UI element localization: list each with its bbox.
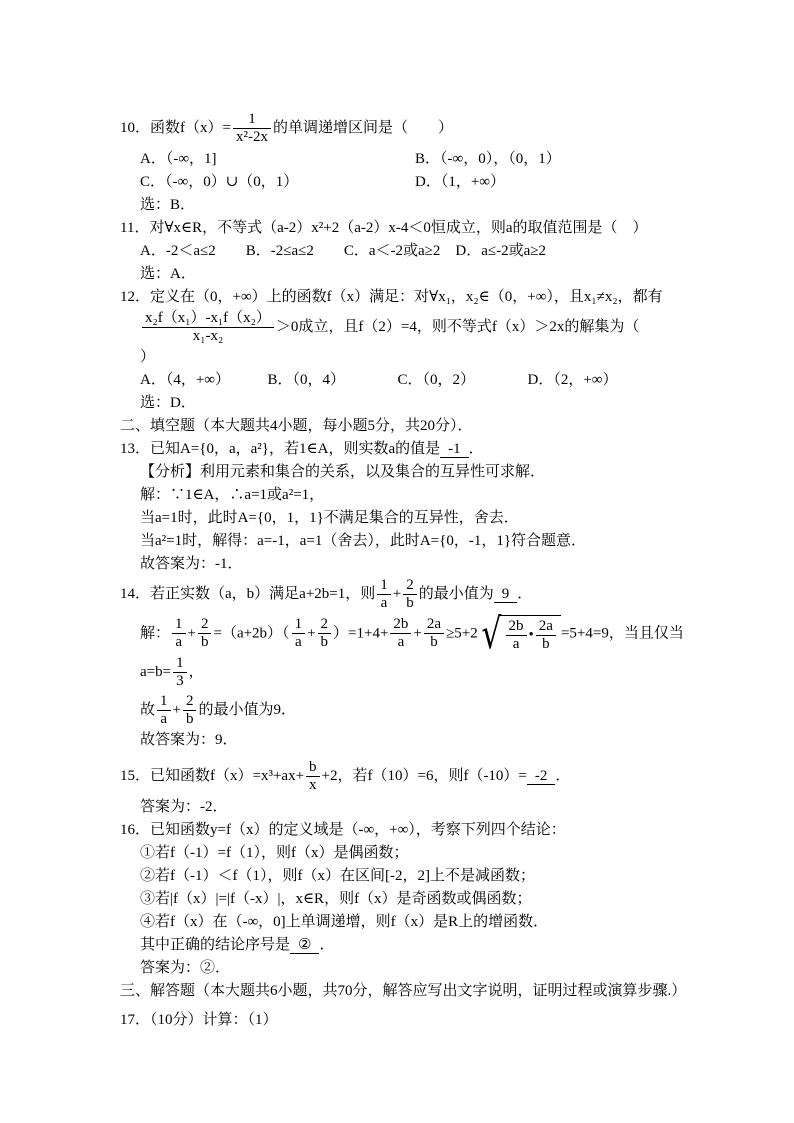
fraction-b-over-x (306, 759, 320, 795)
fraction-numerator: 2a (424, 616, 444, 634)
fraction-1-over-a (377, 577, 391, 613)
fraction-numerator: 2 (183, 693, 197, 711)
fraction-denominator: a (294, 634, 302, 651)
problem-13-solution-2: 当a=1时，此时A={0，1，1}不满足集合的互异性，舍去． (140, 510, 519, 526)
problem-14-solution-1 (120, 608, 684, 658)
plus-sign: + (413, 625, 422, 642)
p14-concl-pre: 故 (140, 701, 156, 718)
problem-14-conclusion (120, 692, 684, 730)
fraction-numerator: 2 (198, 616, 212, 634)
fraction-2-over-b (403, 577, 417, 613)
plus-sign: + (172, 701, 181, 718)
problem-14-stem (120, 576, 684, 614)
p16-answer-blank: ② (290, 937, 319, 954)
multiplication-dot: • (528, 626, 534, 643)
fraction-denominator: b (200, 634, 209, 651)
problem-16-conclusion (120, 934, 684, 957)
fraction-denominator: a (397, 634, 405, 651)
p14-eq1: =（a+2b）（ (213, 625, 290, 642)
section-2-header: 二、填空题（本大题共4小题，每小题5分，共20分）． (120, 418, 473, 434)
problem-12-close-paren: ） (140, 349, 156, 365)
problem-17-stem: 17．（10分）计算：（1） (120, 1011, 278, 1028)
option-c: C．（-∞，0）∪（0，1） (140, 173, 299, 190)
p14-geq: ≥5+2 (446, 625, 478, 642)
p14-eq2: ）=1+4+ (333, 625, 389, 642)
problem-10-answer: 选：B． (140, 196, 196, 213)
p14-cond-end: ， (188, 664, 204, 681)
fraction-denominator: b (542, 635, 550, 652)
problem-16-item-1: ①若f（-1）=f（1），则f（x）是偶函数； (140, 844, 409, 861)
p15-answer-blank: -2 (527, 768, 556, 785)
fraction-1-over-a (292, 616, 306, 652)
plus-sign: + (187, 625, 196, 642)
fraction-numerator: 2 (403, 577, 417, 595)
problem-15-solution: 答案为：-2． (140, 798, 228, 815)
fraction-numerator: 2a (536, 618, 556, 636)
fraction-numerator: b (306, 759, 320, 777)
p15-stem-pre: 15．已知函数f（x）=x³+ax+ (120, 768, 305, 785)
fraction-denominator: x₁-x₂ (192, 327, 224, 344)
problem-12-inequality (120, 309, 684, 347)
fraction-2-over-b (183, 693, 197, 729)
problem-10-options-row1 (120, 148, 684, 171)
option-a: A．（-∞，1] (140, 150, 217, 167)
fraction-denominator: b (320, 634, 329, 651)
section-3-header: 三、解答题（本大题共6小题，共70分，解答应写出文字说明，证明过程或演算步骤.） (120, 982, 687, 999)
p15-stem-end: ． (555, 768, 571, 785)
fraction-denominator: a (512, 635, 520, 652)
option-d: D．（1，+∞） (415, 173, 505, 190)
p14-stem-pre: 14．若正实数（a，b）满足a+2b=1，则 (120, 586, 376, 603)
fraction-denominator: b (185, 710, 194, 727)
plus-sign: + (392, 586, 402, 603)
fraction-2-over-b (198, 616, 212, 652)
problem-11-answer: 选：A． (140, 265, 196, 282)
fraction-denominator: 3 (176, 673, 184, 690)
problem-11-stem: 11．对∀x∈R，不等式（a-2）x²+2（a-2）x-4＜0恒成立，则a的取值范围是（ ） (120, 219, 648, 236)
fraction-2b-over-a (506, 618, 527, 654)
fraction-denominator: x (309, 777, 317, 794)
problem-15-stem (120, 758, 684, 796)
problem-11-options: A．-2＜a≤2 B．-2≤a≤2 C．a＜-2或a≥2 D．a≤-2或a≥2 (140, 242, 546, 259)
p10-fraction (233, 111, 271, 147)
fraction-2a-over-b (536, 618, 556, 654)
radicand (501, 615, 561, 654)
problem-12-stem: 12．定义在（0，+∞）上的函数f（x）满足：对∀x₁，x₂∈（0，+∞），且x₁≠x₂，都有 (120, 288, 663, 305)
problem-13-solution-4: 故答案为：-1． (140, 556, 243, 572)
fraction-numerator: 2 (318, 616, 332, 634)
fraction-denominator: a (380, 595, 388, 612)
radical-sign: √ (481, 608, 502, 658)
p12-after-fraction: ＞0成立，且f（2）=4，则不等式f（x）＞2x的解集为（ (275, 318, 640, 335)
fraction-1-over-3 (173, 655, 187, 691)
p15-stem-post: +2，若f（10）=6，则f（-10）= (321, 768, 527, 785)
plus-sign: + (307, 625, 316, 642)
p14-stem-post: 的最小值为 (418, 586, 494, 603)
problem-12-answer: 选：D． (140, 395, 196, 411)
fraction-numerator: 1 (172, 616, 186, 634)
fraction-denominator: b (406, 595, 414, 612)
problem-16-stem: 16．已知函数y=f（x）的定义域是（-∞，+∞），考察下列四个结论： (120, 821, 566, 838)
fraction-1-over-a (172, 616, 186, 652)
fraction-denominator: b (430, 634, 438, 651)
fraction-numerator: 1 (233, 111, 271, 129)
fraction-numerator: 1 (377, 577, 391, 595)
fraction-2b-over-a (390, 616, 411, 652)
p10-stem-post: 的单调递增区间是（ ） (272, 120, 453, 137)
fraction-2a-over-b (424, 616, 444, 652)
p16-concl-pre: 其中正确的结论序号是 (140, 936, 291, 953)
problem-13-solution-3: 当a²=1时，解得：a=-1，a=1（舍去），此时A={0，-1，1}符合题意． (140, 533, 587, 549)
problem-10-options-row2 (120, 171, 684, 194)
p13-stem-pre: 13．已知A={0，a，a²}，若1∈A，则实数a的值是 (120, 441, 441, 457)
problem-10-stem (120, 110, 684, 148)
problem-13-analysis: 【分析】利用元素和集合的关系，以及集合的互异性可求解． (140, 464, 546, 480)
fraction-denominator: a (175, 634, 183, 651)
problem-16-item-3: ③若|f（x）|=|f（-x）|，x∈R，则f（x）是奇函数或偶函数； (140, 890, 532, 907)
fraction-denominator: a (160, 710, 168, 727)
p14-stem-end: ． (517, 586, 533, 603)
problem-16-item-2: ②若f（-1）＜f（1），则f（x）在区间[-2，2]上不是减函数； (140, 867, 535, 884)
fraction-numerator: 2b (390, 616, 411, 634)
p13-stem-end: ． (468, 441, 484, 457)
p13-answer-blank: -1 (440, 441, 469, 458)
problem-14-condition (120, 654, 684, 692)
problem-13-stem (120, 438, 684, 461)
p10-stem-pre: 10．函数f（x）= (120, 120, 231, 137)
problem-16-solution: 答案为：②． (140, 959, 231, 976)
fraction-numerator: 1 (157, 693, 171, 711)
p14-answer-blank: 9 (494, 586, 518, 603)
p14-concl-post: 的最小值为9． (198, 701, 296, 718)
problem-13-solution-1: 解：∵1∈A，∴a=1或a²=1， (140, 487, 325, 503)
fraction-2-over-b (318, 616, 332, 652)
fraction-numerator: x₂f（x₁）-x₁f（x₂） (142, 310, 274, 328)
square-root (478, 608, 561, 658)
solution-label: 解： (140, 625, 171, 642)
fraction-numerator: 1 (292, 616, 306, 634)
p16-concl-end: ． (319, 936, 335, 953)
p14-cond-pre: a=b= (140, 664, 172, 681)
fraction-denominator: x²-2x (235, 129, 268, 146)
fraction-numerator: 2b (506, 618, 527, 636)
fraction-numerator: 1 (173, 655, 187, 673)
option-b: B．（-∞，0），（0，1） (415, 150, 561, 167)
problem-16-item-4: ④若f（x）在（-∞，0]上单调递增，则f（x）是R上的增函数． (140, 913, 549, 930)
problem-14-final-answer: 故答案为：9． (140, 732, 238, 748)
problem-12-options: A．（4，+∞） B．（0，4） C．（0，2） D．（2，+∞） (140, 372, 618, 388)
fraction-1-over-a (157, 693, 171, 729)
p12-fraction (142, 310, 274, 346)
p14-eq3: =5+4=9，当且仅当 (560, 625, 684, 642)
